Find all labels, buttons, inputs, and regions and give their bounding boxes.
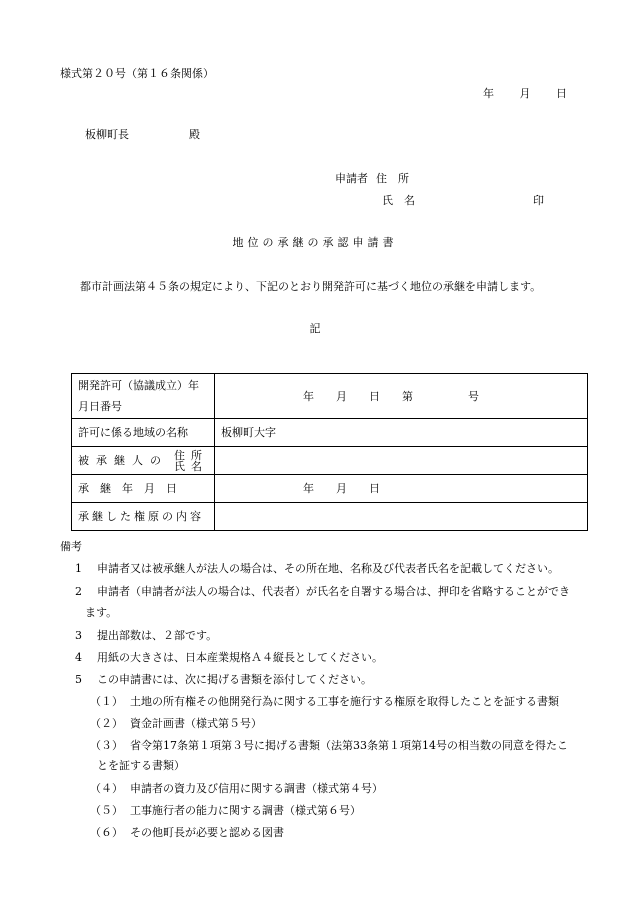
addressee-honorific: 殿 [189,128,200,141]
date-month: 月 [519,87,531,100]
date-day: 日 [556,87,567,100]
predecessor-name-label: 氏名 [174,459,208,473]
succession-date-value: 年 月 日 [215,475,588,503]
form-number: 様式第２０号（第１６条関係） [60,67,214,80]
sub-item-6-number: （６） [90,826,123,839]
area-name-label: 許可に係る地域の名称 [72,419,215,447]
remark-4-number: 4 [75,651,82,664]
area-name-value: 板柳町大字 [215,419,588,447]
remark-3-text: 提出部数は、２部です。 [97,629,218,642]
sub-item-2-number: （２） [90,717,123,730]
table-row [72,419,588,447]
date-year: 年 [483,87,494,100]
succeeded-right-label: 承継した権原の内容 [72,503,215,531]
sub-item-4-number: （４） [90,782,123,795]
remark-2-text: 申請者（申請者が法人の場合は、代表者）が氏名を自署する場合は、押印を省略することができ [97,585,570,598]
ki-marker: 記 [309,322,321,335]
permit-number-label-line2: 月日番号 [78,400,122,413]
succession-date-label: 承 継 年 月 日 [72,475,215,503]
permit-number-label-line1: 開発許可（協議成立）年 [78,379,199,392]
addressee-name: 板柳町長 [85,128,129,141]
predecessor-sub-labels [174,450,208,472]
sub-item-1-number: （１） [90,695,123,708]
application-table [71,373,588,531]
sub-item-5-text: 工事施行者の能力に関する調書（様式第６号） [130,804,361,817]
remark-2-text-cont: ます。 [85,606,118,619]
table-row [72,475,588,503]
table-row [72,374,588,419]
table-row [72,447,588,475]
remark-5-text: この申請書には、次に掲げる書類を添付してください。 [97,673,372,686]
permit-number-value: 年 月 日 第 号 [215,374,588,419]
predecessor-label [72,447,215,475]
sub-item-4-text: 申請者の資力及び信用に関する調書（様式第４号） [130,782,383,795]
sub-item-5-number: （５） [90,804,123,817]
predecessor-value [215,447,588,475]
remark-5-number: 5 [75,673,82,686]
applicant-label: 申請者 [335,172,368,185]
applicant-name-label: 氏 名 [382,194,415,207]
seal-mark: 印 [533,194,544,207]
date-line [483,87,567,100]
sub-item-6-text: その他町長が必要と認める図書 [130,826,284,839]
remark-2-number: 2 [75,585,82,598]
permit-number-label [72,374,215,419]
table-row [72,503,588,531]
succeeded-right-value [215,503,588,531]
document-title: 地位の承継の承認申請書 [232,236,398,249]
sub-item-3-text-cont: とを証する書類） [97,759,185,772]
predecessor-address-label: 住所 [174,448,208,462]
sub-item-1-text: 土地の所有権その他開発行為に関する工事を施行する権原を取得したことを証する書類 [130,695,559,708]
remarks-heading: 備考 [60,540,82,553]
sub-item-3-text: 省令第17条第１項第３号に掲げる書類（法第33条第１項第14号の相当数の同意を得たこ [130,739,568,752]
remark-1-text: 申請者又は被承継人が法人の場合は、その所在地、名称及び代表者氏名を記載してください。 [97,562,559,575]
intro-text: 都市計画法第４５条の規定により、下記のとおり開発許可に基づく地位の承継を申請します。 [80,280,542,293]
addressee [85,128,200,141]
sub-item-2-text: 資金計画書（様式第５号） [130,717,262,730]
remark-4-text: 用紙の大きさは、日本産業規格Ａ４縦長としてください。 [97,651,383,664]
remark-3-number: 3 [75,629,82,642]
remark-1-number: 1 [75,562,82,575]
applicant-address-label: 住 所 [376,172,409,185]
sub-item-3-number: （３） [90,739,123,752]
applicant-address-line [335,172,409,185]
predecessor-label-text: 被承継人の [78,454,168,467]
